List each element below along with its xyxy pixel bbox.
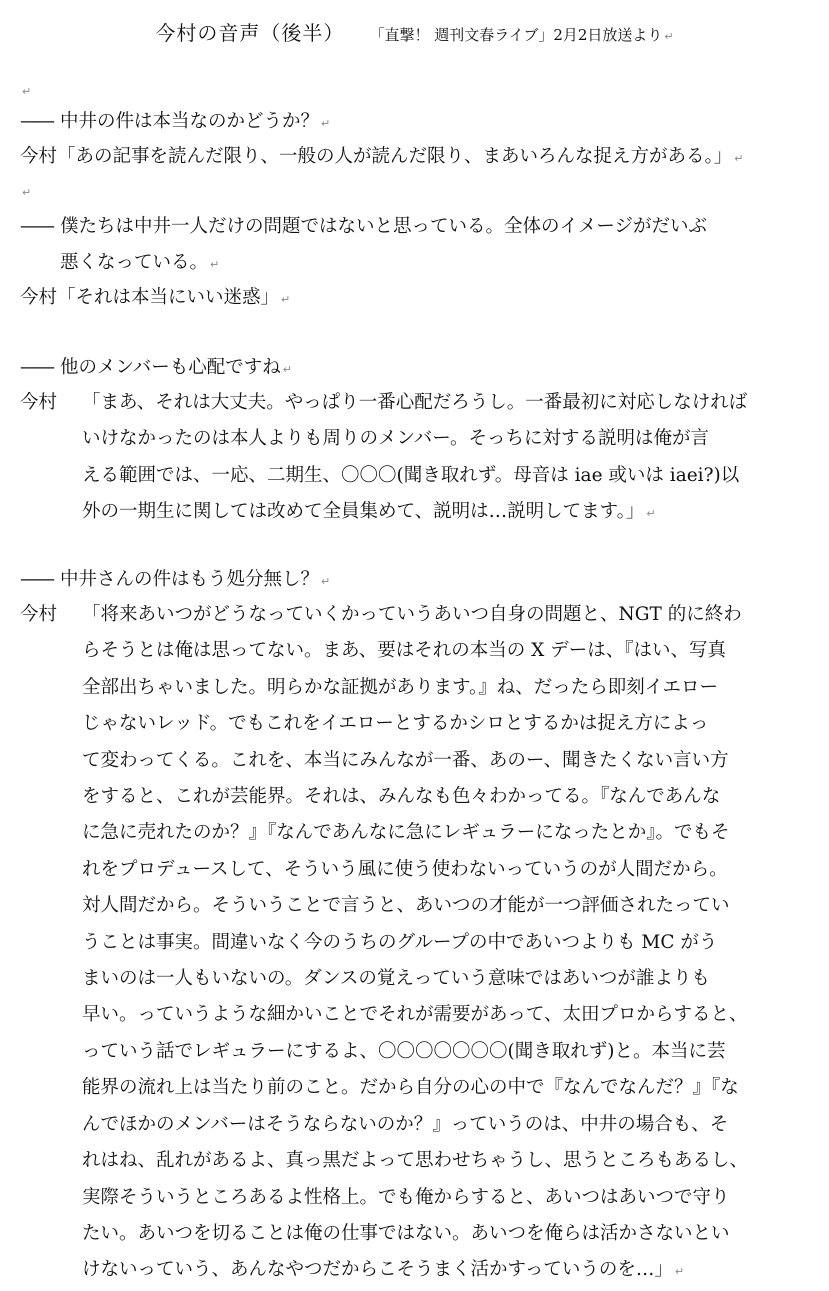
answer-line: まいのは一人もいないの。ダンスの覚えっていう意味ではあいつが誰よりも bbox=[82, 968, 710, 990]
return-mark-icon: ↵ bbox=[210, 258, 220, 271]
answer-line: に急に売れたのか？』『なんであんなに急にレギュラーになったとか』。でもそ bbox=[82, 822, 730, 844]
question-2 bbox=[20, 209, 707, 283]
dash: —— bbox=[20, 357, 53, 378]
answer-text: 「あの記事を読んだ限り、一般の人が読んだ限り、まあいろんな捉え方がある。」 bbox=[57, 146, 733, 167]
return-mark-icon: ↵ bbox=[734, 152, 744, 165]
empty-paragraph bbox=[20, 173, 31, 211]
question-3 bbox=[20, 350, 292, 388]
question-4 bbox=[20, 562, 330, 600]
answer-line: れをプロデュースして、そういう風に使う使わないっていうのが人間だから。 bbox=[82, 858, 728, 880]
answer-text: 「それは本当にいい迷惑」 bbox=[57, 287, 280, 308]
return-mark-icon: ↵ bbox=[282, 363, 292, 376]
document-header bbox=[0, 17, 829, 46]
answer-1 bbox=[20, 139, 744, 177]
answer-line: らそうとは俺は思ってない。まあ、要はそれの本当の X デーは、『はい、写真 bbox=[82, 640, 726, 662]
question-text-line: 悪くなっている。 bbox=[60, 252, 209, 273]
answer-line: 対人間だから。そういうことで言うと、あいつの才能が一つ評価されたってい bbox=[82, 895, 730, 917]
answer-line: れはね、乱れがあるよ、真っ黒だよって思わせちゃうし、思うところもあるし、 bbox=[82, 1150, 749, 1172]
speaker-name: 今村 bbox=[20, 287, 58, 308]
return-mark-icon: ↵ bbox=[674, 1265, 685, 1279]
return-mark-icon: ↵ bbox=[646, 507, 656, 521]
speaker-name: 今村 bbox=[20, 392, 58, 413]
question-1 bbox=[20, 104, 330, 142]
answer-line: 外の一期生に関しては改めて全員集めて、説明は…説明してます。」 bbox=[82, 501, 645, 523]
document-title: 今村の音声（後半） bbox=[155, 21, 345, 45]
answer-line: たい。あいつを切ることは俺の仕事ではない。あいつを俺らは活かさないとい bbox=[82, 1222, 730, 1244]
return-mark-icon: ↵ bbox=[664, 30, 674, 43]
answer-4 bbox=[20, 597, 800, 1291]
answer-lines bbox=[82, 385, 747, 533]
answer-line: いけなかったのは本人よりも周りのメンバー。そっちに対する説明は俺が言 bbox=[82, 428, 709, 450]
speaker-name: 今村 bbox=[20, 146, 58, 167]
return-mark-icon: ↵ bbox=[22, 186, 32, 199]
speaker-name: 今村 bbox=[20, 604, 58, 625]
answer-line: をすると、これが芸能界。それは、みんなも色々わかってる。『なんであんな bbox=[82, 786, 721, 808]
answer-line: 実際そういうところあるよ性格上。でも俺からすると、あいつはあいつで守り bbox=[82, 1186, 730, 1208]
dash: —— bbox=[20, 216, 53, 237]
answer-lines bbox=[82, 597, 748, 1291]
dash: —— bbox=[20, 111, 53, 132]
answer-line: けないっていう、あんなやつだからこそうまく活かすっていうのを…」 bbox=[82, 1259, 673, 1281]
answer-2 bbox=[20, 280, 290, 318]
answer-line: じゃないレッド。でもこれをイエローとするかシロとするかは捉え方によっ bbox=[82, 713, 709, 735]
return-mark-icon: ↵ bbox=[321, 117, 331, 130]
answer-line: 全部出ちゃいました。明らかな証拠があります。』ね、だったら即刻イエロー bbox=[82, 676, 719, 698]
answer-line: 能界の流れ上は当たり前のこと。だから自分の心の中で『なんでなんだ？』『な bbox=[82, 1077, 739, 1099]
question-text-line: 僕たちは中井一人だけの問題ではないと思っている。全体のイメージがだいぶ bbox=[60, 216, 707, 237]
question-text: 他のメンバーも心配ですね bbox=[60, 357, 281, 378]
question-text: 中井の件は本当なのかどうか？ bbox=[60, 111, 320, 132]
return-mark-icon: ↵ bbox=[22, 85, 32, 98]
answer-line: うことは事実。間違いなく今のうちのグループの中であいつよりも MC がう bbox=[82, 931, 718, 953]
question-text: 中井さんの件はもう処分無し？ bbox=[60, 569, 320, 590]
return-mark-icon: ↵ bbox=[281, 293, 291, 306]
answer-line: て変わってくる。これを、本当にみんなが一番、あのー、聞きたくない言い方 bbox=[82, 749, 729, 771]
answer-3 bbox=[20, 385, 800, 533]
dash: —— bbox=[20, 569, 53, 590]
answer-line: 「まあ、それは大丈夫。やっぱり一番心配だろうし。一番最初に対応しなければ bbox=[82, 392, 748, 413]
answer-line: 早い。っていうような細かいことでそれが需要があって、太田プロからすると、 bbox=[82, 1004, 748, 1026]
answer-line: っていう話でレギュラーにするよ、〇〇〇〇〇〇〇(聞き取れず)と。本当に芸 bbox=[82, 1040, 726, 1062]
answer-line: 「将来あいつがどうなっていくかっていうあいつ自身の問題と、NGT 的に終わ bbox=[82, 604, 742, 625]
return-mark-icon: ↵ bbox=[321, 575, 331, 588]
answer-line: んでほかのメンバーはそうならないのか？』っていうのは、中井の場合も、そ bbox=[82, 1113, 729, 1135]
answer-line: える範囲では、一応、二期生、〇〇〇(聞き取れず。母音は iae 或いは iaei?)以 bbox=[82, 464, 740, 486]
broadcast-source: 「直撃！ 週刊文春ライブ」2月2日放送より bbox=[369, 26, 663, 44]
